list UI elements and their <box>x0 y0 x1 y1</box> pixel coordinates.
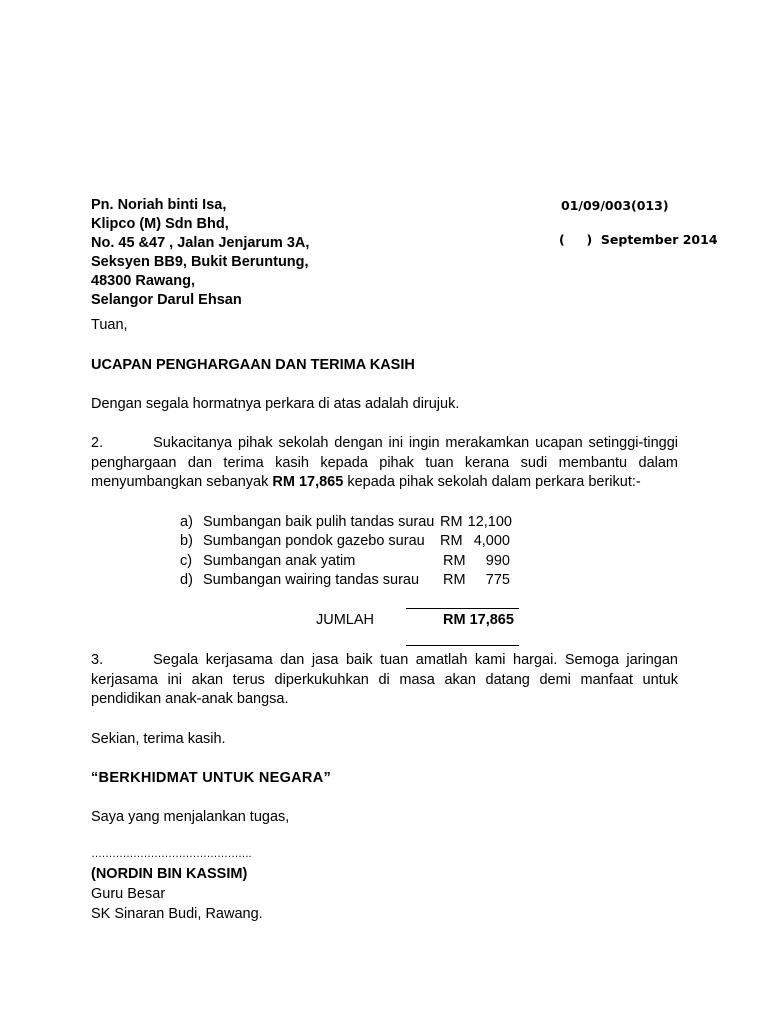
total-label: JUMLAH <box>316 612 375 628</box>
closing: Sekian, terima kasih. <box>91 731 226 747</box>
item-currency: RM <box>440 533 463 549</box>
recipient-line: Selangor Darul Ehsan <box>91 292 242 308</box>
signatory-school: SK Sinaran Budi, Rawang. <box>91 906 263 922</box>
letter-date: ( ) September 2014 <box>559 232 718 247</box>
motto: “BERKHIDMAT UNTUK NEGARA” <box>91 770 332 786</box>
paragraph-3 <box>91 651 678 710</box>
item-amount: 12,100 <box>467 514 512 530</box>
total-rule-bottom <box>406 645 519 646</box>
contribution-amount: RM 17,865 <box>272 474 344 490</box>
item-currency: RM <box>440 514 463 530</box>
list-item <box>180 572 419 592</box>
signature-line: ………………………………………. <box>91 848 252 860</box>
paragraph-number: 2. <box>91 435 104 451</box>
duty-statement: Saya yang menjalankan tugas, <box>91 809 290 825</box>
recipient-address <box>91 196 309 310</box>
paragraph-3-text: Segala kerjasama dan jasa baik tuan amatlah kami hargai. Semoga jaringan kerjasama ini akan terus diperkukuhkan di masa akan datang demi manfaat untuk pendidikan anak-anak bangsa. <box>91 652 678 707</box>
item-amount: 990 <box>485 553 510 569</box>
letter-subject: UCAPAN PENGHARGAAN DAN TERIMA KASIH <box>91 357 415 373</box>
paragraph-2 <box>91 434 678 493</box>
recipient-line: Seksyen BB9, Bukit Beruntung, <box>91 254 309 270</box>
salutation: Tuan, <box>91 317 128 333</box>
item-currency: RM <box>443 572 466 588</box>
list-item <box>180 553 355 573</box>
paragraph-2-text-end: kepada pihak sekolah dalam perkara berikut:- <box>343 474 641 490</box>
paragraph-2-text: Sukacitanya pihak sekolah dengan ini ingin merakamkan ucapan setinggi-tinggi penghargaan dan terima kasih kepada pihak tuan kerana sudi membantu dalam menyumbangkan sebanyak <box>91 435 678 490</box>
paragraph-number: 3. <box>91 652 104 668</box>
list-item <box>180 533 425 553</box>
paragraph-1: Dengan segala hormatnya perkara di atas adalah dirujuk. <box>91 396 460 412</box>
item-label: d) <box>180 572 193 588</box>
list-item <box>180 514 434 534</box>
recipient-line: Pn. Noriah binti Isa, <box>91 197 227 213</box>
signatory-title: Guru Besar <box>91 886 166 902</box>
recipient-line: Klipco (M) Sdn Bhd, <box>91 216 229 232</box>
total-amount: RM 17,865 <box>443 612 514 628</box>
item-label: b) <box>180 533 193 549</box>
total-rule-top <box>406 608 519 609</box>
item-text: Sumbangan pondok gazebo surau <box>203 533 425 549</box>
reference-number: 01/09/003(013) <box>561 198 669 213</box>
item-amount: 775 <box>485 572 510 588</box>
item-amount: 4,000 <box>473 533 510 549</box>
recipient-line: No. 45 &47 , Jalan Jenjarum 3A, <box>91 235 310 251</box>
item-label: c) <box>180 553 193 569</box>
signatory-name: (NORDIN BIN KASSIM) <box>91 866 248 882</box>
item-text: Sumbangan wairing tandas surau <box>203 572 420 588</box>
item-label: a) <box>180 514 193 530</box>
recipient-line: 48300 Rawang, <box>91 273 195 289</box>
item-currency: RM <box>443 553 466 569</box>
item-text: Sumbangan anak yatim <box>203 553 356 569</box>
item-text: Sumbangan baik pulih tandas surau <box>203 514 435 530</box>
